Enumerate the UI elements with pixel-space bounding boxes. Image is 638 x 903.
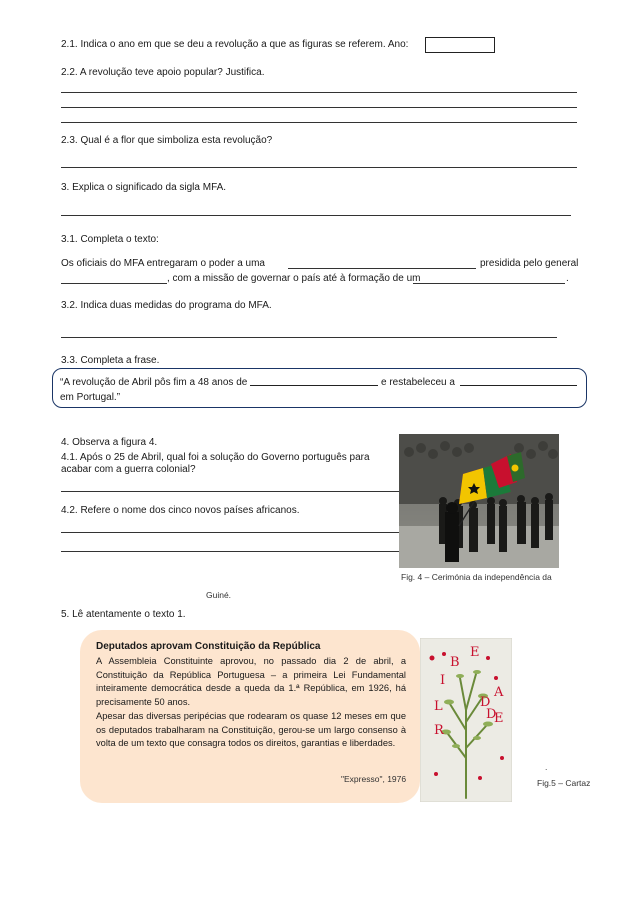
question-4-1-line2: acabar com a guerra colonial? [61,464,196,475]
answer-line[interactable] [61,215,571,216]
blank-line[interactable] [61,283,167,284]
svg-text:R: R [434,723,444,738]
answer-line[interactable] [61,337,557,338]
answer-line[interactable] [61,532,406,533]
blank-line[interactable] [250,385,378,386]
question-3: 3. Explica o significado da sigla MFA. [61,182,227,193]
blank-line[interactable] [288,268,476,269]
svg-text:B: B [450,655,460,670]
sentence-box [52,368,587,408]
question-2-1: 2.1. Indica o ano em que se deu a revolução a que as figuras se referem. Ano: [61,39,409,50]
fill-text-part: , com a missão de governar o país até à formação de um [167,273,421,284]
question-3-1: 3.1. Completa o texto: [61,234,159,245]
fig4-caption: Fig. 4 – Cerimónia da independência da [401,572,552,582]
article-title: Deputados aprovam Constituição da República [96,641,321,652]
answer-line[interactable] [61,167,577,168]
fig5-caption: Fig.5 – Cartaz [537,778,591,788]
fig5-dot: . [545,762,548,772]
article-paragraph-2: Apesar das diversas peripécias que rodearam os quase 12 meses em que os deputados trabalharam na Constituição, gerou-se um largo consenso à volta de um texto que consagra todos os direitos, garantias e liberdades. [96,711,406,749]
article-source: "Expresso", 1976 [341,774,407,784]
answer-line[interactable] [61,491,401,492]
blank-line[interactable] [413,283,565,284]
article-paragraph-1: A Assembleia Constituinte aprovou, no passado dia 2 de abril, a Constituição da República Portuguesa – a primeira Lei Fundamental inteiramente democrática desde a queda da 1.ª República, em 1926, há precisamente 50 anos. [96,656,406,707]
fill-text-end: . [566,273,569,284]
question-3-2: 3.2. Indica duas medidas do programa do MFA. [61,300,272,311]
question-4: 4. Observa a figura 4. [61,437,158,448]
fig4-caption-cont: Guiné. [206,590,232,600]
svg-text:E: E [494,711,504,726]
sentence-part: e restabeleceu a [381,377,455,388]
question-3-3: 3.3. Completa a frase. [61,355,160,366]
question-4-1-line1: 4.1. Após o 25 de Abril, qual foi a solução do Governo português para [61,452,370,463]
sentence-part: em Portugal.” [60,392,121,403]
svg-text:D: D [486,707,497,722]
question-5: 5. Lê atentamente o texto 1. [61,609,186,620]
fill-text-part: Os oficiais do MFA entregaram o poder a uma [61,258,265,269]
svg-text:L: L [434,699,443,714]
blank-line[interactable] [460,385,577,386]
svg-text:E: E [470,645,480,660]
svg-text:D: D [480,695,491,710]
sentence-part: “A revolução de Abril pôs fim a 48 anos de [60,377,248,388]
year-answer-box[interactable] [425,37,495,53]
question-4-2: 4.2. Refere o nome dos cinco novos países africanos. [61,505,300,516]
answer-line[interactable] [61,551,410,552]
independence-ceremony-photo [399,434,559,568]
svg-text:I: I [440,673,446,688]
answer-line[interactable] [61,92,577,93]
svg-text:A: A [494,685,504,700]
fill-text-part: presidida pelo general [480,258,579,269]
question-2-3: 2.3. Qual é a flor que simboliza esta revolução? [61,135,273,146]
answer-line[interactable] [61,122,577,123]
question-2-2: 2.2. A revolução teve apoio popular? Justifica. [61,67,265,78]
constitution-poster [420,638,512,802]
answer-line[interactable] [61,107,577,108]
